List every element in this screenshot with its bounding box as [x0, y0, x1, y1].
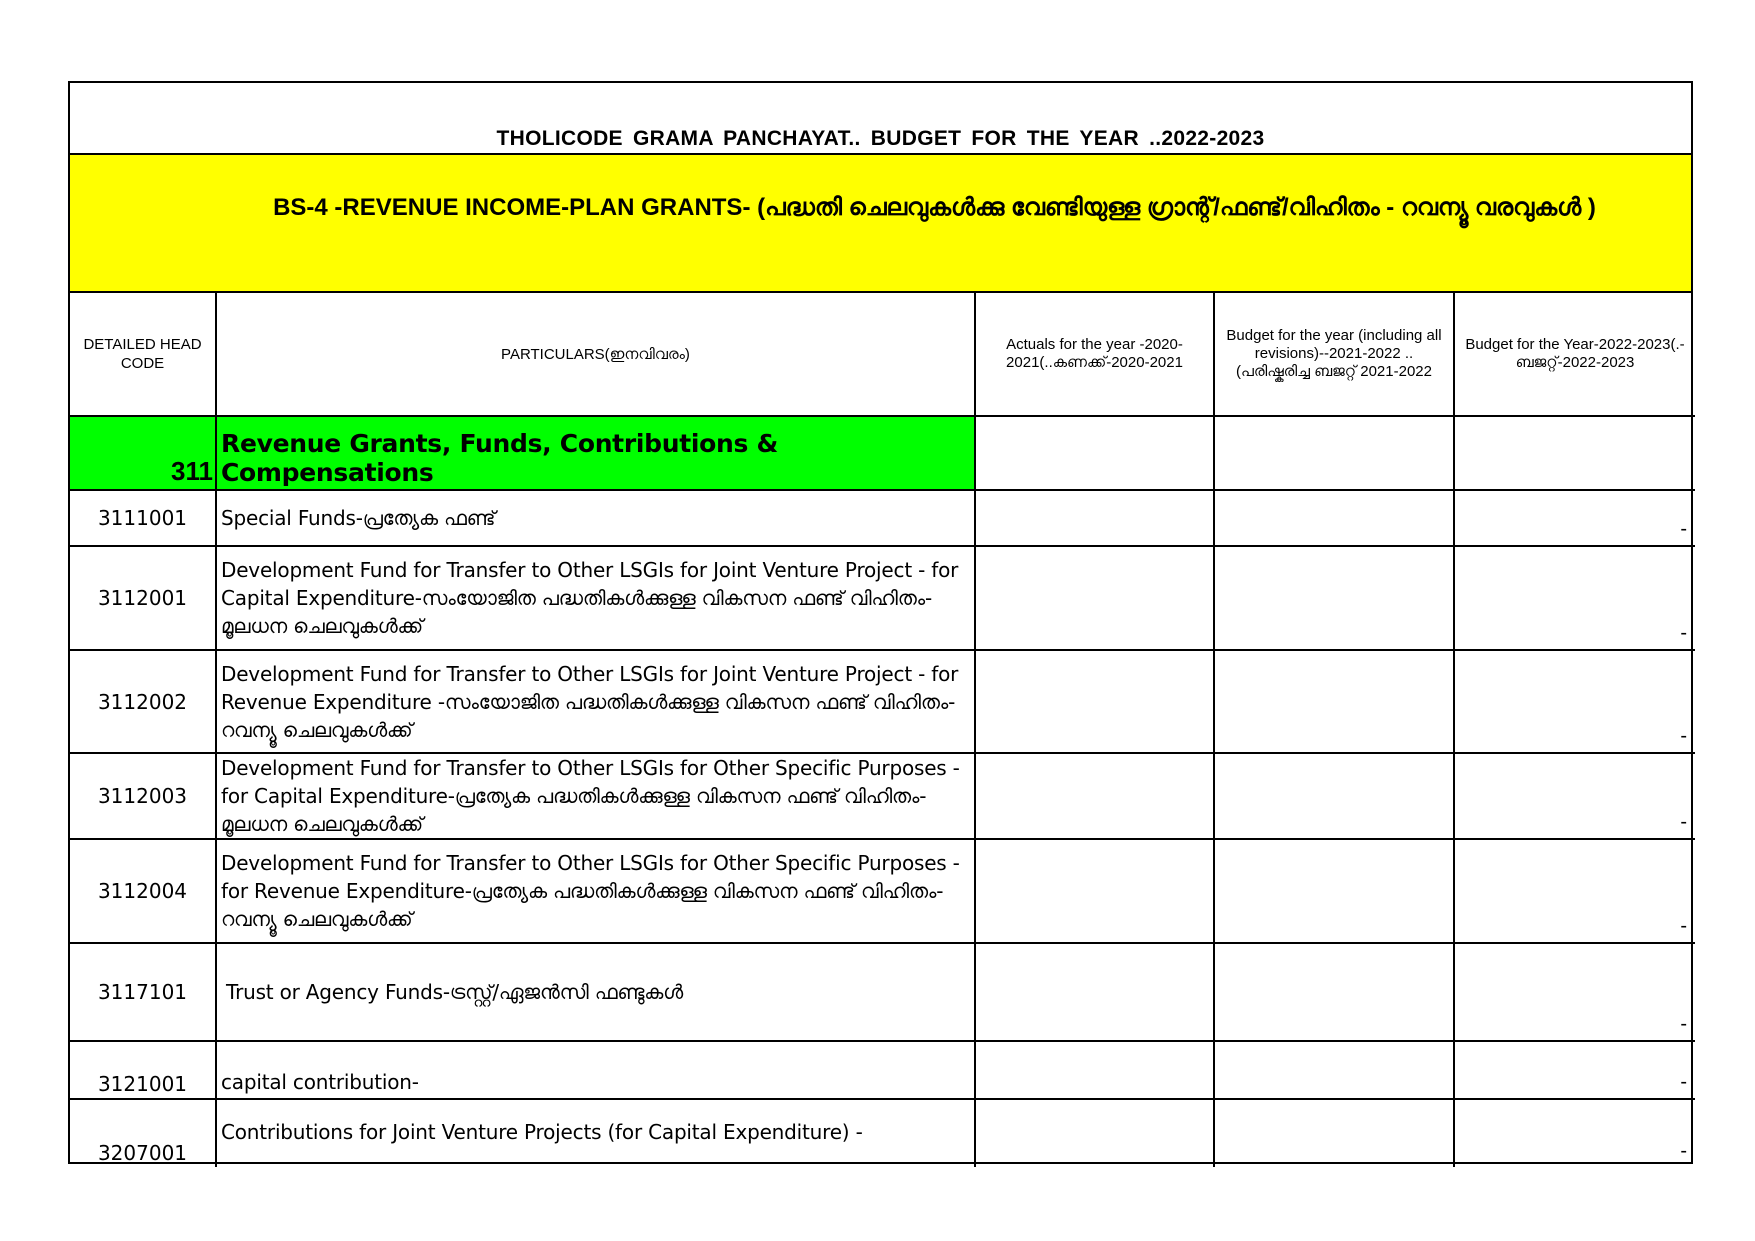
group-name: Revenue Grants, Funds, Contributions & Compensations [216, 416, 975, 490]
budget-sheet [68, 81, 1693, 1164]
row-budget-next: - [1454, 650, 1695, 753]
row-particulars: Development Fund for Transfer to Other LSGIs for Joint Venture Project - for Revenue Expenditure -സംയോജിത പദ്ധതികൾക്കുള്ള വികസന ഫണ്ട് വിഹിതം-റവന്യൂ ചെലവുകൾക്ക് [216, 650, 975, 753]
row-actuals [975, 753, 1214, 839]
section-heading: BS-4 -REVENUE INCOME-PLAN GRANTS- (പദ്ധതി ചെലവുകൾക്കു വേണ്ടിയുള്ള ഗ്രാന്റ്/ഫണ്ട്/വിഹിതം - റവന്യൂ വരവുകൾ ) [273, 194, 1596, 221]
group-budget-revised-cell [1214, 416, 1454, 490]
row-budget-next: - [1454, 490, 1695, 546]
row-code: 3112004 [70, 839, 216, 943]
row-particulars: Trust or Agency Funds-ട്രസ്റ്റ്/ഏജൻസി ഫണ്ടുകൾ [216, 943, 975, 1041]
row-code: 3121001 [70, 1041, 216, 1099]
row-budget-revised [1214, 1041, 1454, 1099]
row-actuals [975, 490, 1214, 546]
table-row [70, 1041, 1695, 1099]
row-budget-next: - [1454, 753, 1695, 839]
row-code: 3112003 [70, 753, 216, 839]
row-budget-revised [1214, 943, 1454, 1041]
row-actuals [975, 1099, 1214, 1167]
row-particulars: Special Funds-പ്രത്യേക ഫണ്ട് [216, 490, 975, 546]
table-row [70, 943, 1695, 1041]
row-actuals [975, 650, 1214, 753]
row-particulars: capital contribution- [216, 1041, 975, 1099]
table-row [70, 839, 1695, 943]
row-budget-next: - [1454, 943, 1695, 1041]
document-title: THOLICODE GRAMA PANCHAYAT.. BUDGET FOR THE YEAR ..2022-2023 [496, 127, 1265, 150]
table-row [70, 1099, 1695, 1167]
row-code: 3112002 [70, 650, 216, 753]
header-actuals: Actuals for the year -2020-2021(..കണക്ക്-2020-2021 [975, 293, 1214, 416]
row-code: 3117101 [70, 943, 216, 1041]
row-code: 3112001 [70, 546, 216, 650]
row-budget-revised [1214, 490, 1454, 546]
header-row [70, 293, 1695, 416]
row-actuals [975, 943, 1214, 1041]
header-code: DETAILED HEAD CODE [70, 293, 216, 416]
section-heading-row [70, 155, 1691, 293]
budget-table [70, 293, 1695, 1167]
row-actuals [975, 839, 1214, 943]
group-budget-next-cell [1454, 416, 1695, 490]
row-particulars: Development Fund for Transfer to Other LSGIs for Other Specific Purposes - for Revenue Expenditure-പ്രത്യേക പദ്ധതികൾക്കുള്ള വികസന ഫണ്ട് വിഹിതം-റവന്യൂ ചെലവുകൾക്ക് [216, 839, 975, 943]
row-budget-revised [1214, 839, 1454, 943]
row-budget-next: - [1454, 839, 1695, 943]
row-particulars: Development Fund for Transfer to Other LSGIs for Joint Venture Project - for Capital Expenditure-സംയോജിത പദ്ധതികൾക്കുള്ള വികസന ഫണ്ട് വിഹിതം-മൂലധന ചെലവുകൾക്ക് [216, 546, 975, 650]
row-particulars: Development Fund for Transfer to Other LSGIs for Other Specific Purposes - for Capital Expenditure-പ്രത്യേക പദ്ധതികൾക്കുള്ള വികസന ഫണ്ട് വിഹിതം-മൂലധന ചെലവുകൾക്ക് [216, 753, 975, 839]
header-budget-next: Budget for the Year-2022-2023(.-ബജറ്റ്-2022-2023 [1454, 293, 1695, 416]
group-actuals-cell [975, 416, 1214, 490]
table-row [70, 650, 1695, 753]
header-budget-revised: Budget for the year (including all revisions)--2021-2022 ..(പരിഷ്കരിച്ച ബജറ്റ് 2021-2022 [1214, 293, 1454, 416]
row-actuals [975, 1041, 1214, 1099]
row-budget-next: - [1454, 1099, 1695, 1167]
header-particulars: PARTICULARS(ഇനവിവരം) [216, 293, 975, 416]
row-budget-next: - [1454, 546, 1695, 650]
table-row [70, 753, 1695, 839]
row-actuals [975, 546, 1214, 650]
title-row [70, 83, 1691, 155]
group-row [70, 416, 1695, 490]
row-budget-revised [1214, 753, 1454, 839]
row-budget-revised [1214, 1099, 1454, 1167]
group-code: 311 [70, 416, 216, 490]
table-row [70, 490, 1695, 546]
row-particulars: Contributions for Joint Venture Projects (for Capital Expenditure) - [216, 1099, 975, 1167]
table-row [70, 546, 1695, 650]
row-budget-revised [1214, 546, 1454, 650]
row-budget-revised [1214, 650, 1454, 753]
row-code: 3111001 [70, 490, 216, 546]
row-code: 3207001 [70, 1099, 216, 1167]
row-budget-next: - [1454, 1041, 1695, 1099]
